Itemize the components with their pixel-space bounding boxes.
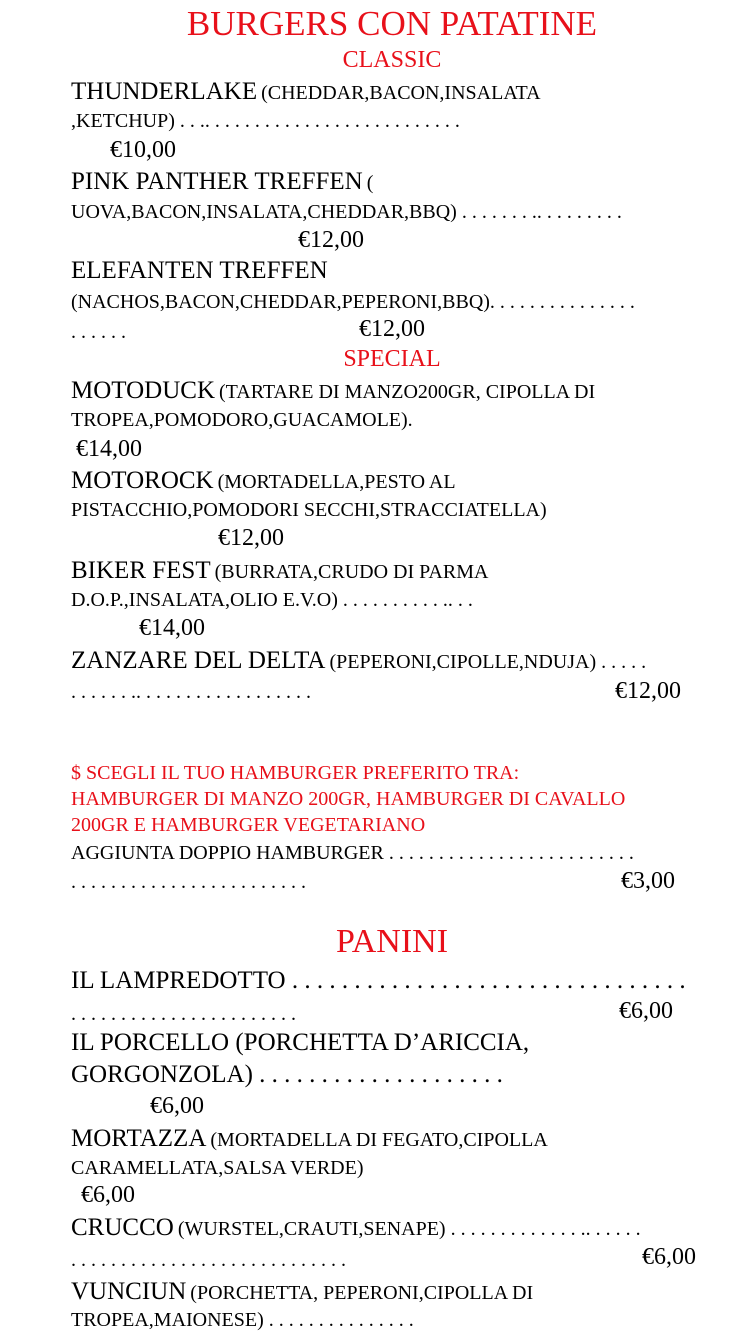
item-name: CRUCCO [71,1214,174,1241]
item-price: €6,00 [642,1244,696,1270]
extra-burger-label: AGGIUNTA DOPPIO HAMBURGER . . . . . . . . . . . . . . . . . . . . . . . . . [71,842,634,864]
section-classic: CLASSIC [342,47,442,73]
item-desc: (PORCHETTA, PEPERONI,CIPOLLA DI [190,1282,534,1304]
section-panini: PANINI [335,923,449,960]
item-price: €12,00 [298,227,364,253]
item-price: €14,00 [76,436,142,462]
item-name: IL LAMPREDOTTO . . . . . . . . . . . . . . . . . . . . . . . . . . . . . . . . [71,967,686,994]
item-name: ZANZARE DEL DELTA [71,647,326,674]
item-desc: (CHEDDAR,BACON,INSALATA [261,82,541,104]
item-dots: . . . . . . [71,321,126,343]
item-dots: . . . . . . . . . . . . . . . . . . . . . . . . [71,871,306,893]
item-desc: (WURSTEL,CRAUTI,SENAPE) . . . . . . . . . . . . . .. . . . . . [177,1218,641,1240]
item-dots: . . . . . . . . . . . . . . . . . . . . . . . . . . . . [71,1249,346,1271]
item-name: MOTODUCK [71,377,215,404]
item-desc-line: CARAMELLATA,SALSA VERDE) [71,1157,364,1179]
extra-burger-price: €3,00 [621,868,675,894]
item-name: MOTOROCK [71,467,214,494]
item-price: €12,00 [359,316,425,342]
item-desc-line: PISTACCHIO,POMODORI SECCHI,STRACCIATELLA) [71,499,547,521]
item-desc: (BURRATA,CRUDO DI PARMA [214,561,489,583]
item-desc-line: (NACHOS,BACON,CHEDDAR,PEPERONI,BBQ). . . . . . . . . . . . . . . [71,291,635,313]
note-line: HAMBURGER DI MANZO 200GR, HAMBURGER DI CAVALLO [71,788,626,810]
item-dots: . . . . . . . . . . . . . . . . . . . . . . . [71,1003,296,1025]
item-name: ELEFANTEN TREFFEN [71,257,328,284]
section-special: SPECIAL [343,346,441,372]
item-price: €12,00 [218,525,284,551]
item-name: MORTAZZA [71,1125,207,1152]
item-price: €6,00 [619,998,673,1024]
item-dots: . . . . . . .. . . . . . . . . . . . . . . . . . [71,681,311,703]
item-desc: (TARTARE DI MANZO200GR, CIPOLLA DI [219,381,596,403]
item-desc-line: D.O.P.,INSALATA,OLIO E.V.O) . . . . . . . . . . .. . . [71,589,473,611]
item-desc-line: TROPEA,MAIONESE) . . . . . . . . . . . . . . . [71,1309,414,1331]
item-name: THUNDERLAKE [71,78,258,105]
item-desc: (MORTADELLA DI FEGATO,CIPOLLA [210,1129,548,1151]
item-desc-line: GORGONZOLA) . . . . . . . . . . . . . . . . . . . . [71,1061,503,1088]
item-name: BIKER FEST [71,557,211,584]
item-name: VUNCIUN [71,1278,187,1305]
item-desc: (MORTADELLA,PESTO AL [217,471,456,493]
item-price: €12,00 [615,678,681,704]
item-desc-line: ,KETCHUP) . . .. . . . . . . . . . . . . . . . . . . . . . . . . . [71,110,460,132]
item-desc: (PEPERONI,CIPOLLE,NDUJA) . . . . . [329,651,647,673]
item-desc: ( [366,172,374,194]
item-name: PINK PANTHER TREFFEN [71,168,363,195]
note-line: $ SCEGLI IL TUO HAMBURGER PREFERITO TRA: [71,762,520,784]
item-price: €6,00 [81,1182,135,1208]
note-line: 200GR E HAMBURGER VEGETARIANO [71,814,426,836]
item-desc-line: TROPEA,POMODORO,GUACAMOLE). [71,409,413,431]
item-desc-line: UOVA,BACON,INSALATA,CHEDDAR,BBQ) . . . . . . . .. . . . . . . . . [71,201,622,223]
menu-title: BURGERS CON PATATINE [186,4,598,43]
item-name: IL PORCELLO (PORCHETTA D’ARICCIA, [71,1029,530,1056]
item-price: €14,00 [139,615,205,641]
item-price: €10,00 [110,137,176,163]
item-price: €6,00 [150,1093,204,1119]
